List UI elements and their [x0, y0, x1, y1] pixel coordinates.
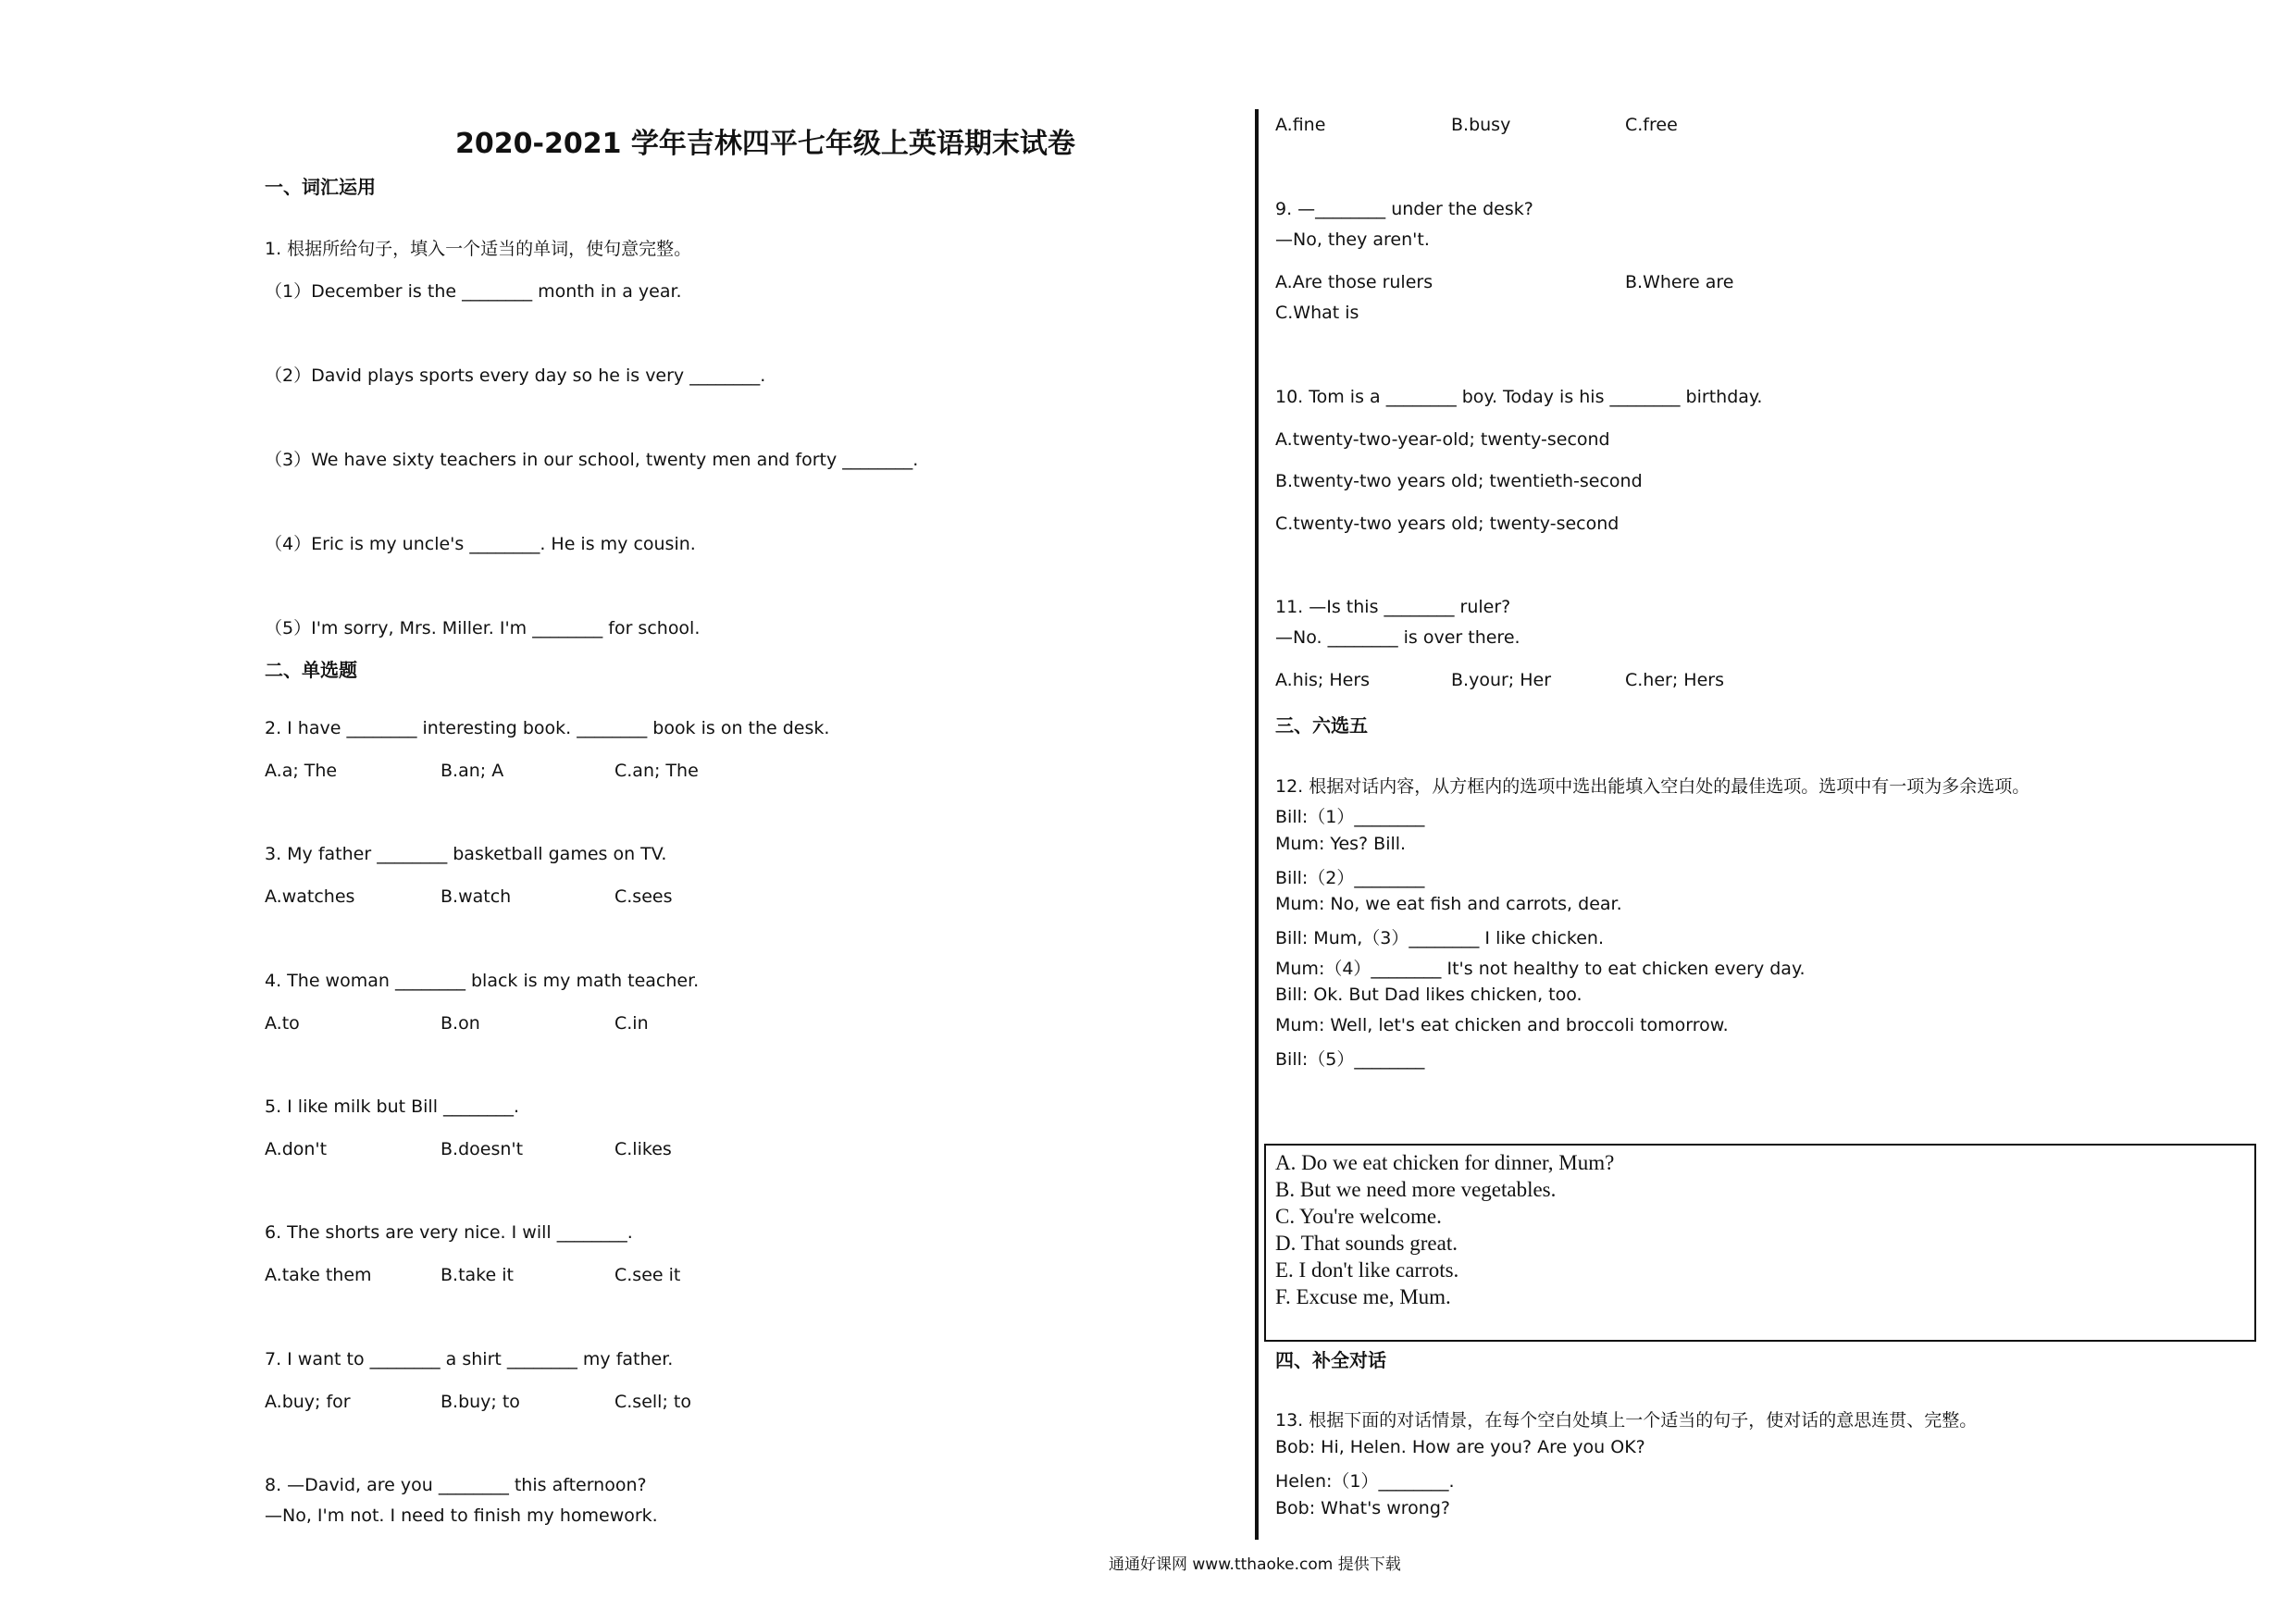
- q12-dialogue-line: Mum: Well, let's eat chicken and broccoli tomorrow.: [1275, 1015, 1729, 1035]
- page-title: 2020-2021 学年吉林四平七年级上英语期末试卷: [455, 128, 1075, 160]
- q12-dialogue-line: Mum: No, we eat fish and carrots, dear.: [1275, 894, 1622, 914]
- q6-option-c: C.see it: [614, 1265, 681, 1285]
- q8-option-c: C.free: [1625, 115, 1678, 135]
- q12-dialogue-line: Mum: Yes? Bill.: [1275, 834, 1407, 854]
- q12-dialogue-line: Bill:（5）________: [1275, 1049, 1425, 1070]
- q13-dialogue-line: Bob: What's wrong?: [1275, 1498, 1450, 1518]
- question-3: 3. My father ________ basketball games on TV.: [265, 844, 667, 864]
- q3-option-c: C.sees: [614, 886, 673, 907]
- q1-prompt: 1. 根据所给句子，填入一个适当的单词，使句意完整。: [265, 239, 692, 259]
- q8-option-b: B.busy: [1451, 115, 1511, 135]
- q1-item-5: （5）I'm sorry, Mrs. Miller. I'm ________ for school.: [265, 618, 701, 638]
- q12-dialogue-line: Bill:（2）________: [1275, 868, 1425, 888]
- q6-option-b: B.take it: [441, 1265, 514, 1285]
- q4-option-a: A.to: [265, 1013, 300, 1034]
- q11-option-b: B.your; Her: [1451, 670, 1552, 690]
- section-heading-vocabulary: 一、词汇运用: [265, 176, 376, 198]
- q13-dialogue-line: Helen:（1）________.: [1275, 1471, 1455, 1492]
- q1-item-3: （3）We have sixty teachers in our school, twenty men and forty ________.: [265, 450, 919, 470]
- question-9-line-2: —No, they aren't.: [1275, 229, 1430, 250]
- q2-option-c: C.an; The: [614, 761, 699, 781]
- q7-option-a: A.buy; for: [265, 1392, 351, 1412]
- q7-option-c: C.sell; to: [614, 1392, 691, 1412]
- q12-dialogue-line: Bill: Ok. But Dad likes chicken, too.: [1275, 985, 1582, 1005]
- q2-option-a: A.a; The: [265, 761, 338, 781]
- question-6: 6. The shorts are very nice. I will ________.: [265, 1222, 633, 1243]
- q8-option-a: A.fine: [1275, 115, 1326, 135]
- q5-option-b: B.doesn't: [441, 1139, 524, 1159]
- q12-dialogue-line: Mum:（4）________ It's not healthy to eat chicken every day.: [1275, 959, 1806, 979]
- q9-option-a: A.Are those rulers: [1275, 272, 1433, 292]
- section-heading-single-choice: 二、单选题: [265, 659, 357, 681]
- q1-item-1: （1）December is the ________ month in a year.: [265, 281, 682, 302]
- q9-option-c: C.What is: [1275, 303, 1359, 323]
- q11-option-a: A.his; Hers: [1275, 670, 1371, 690]
- q12-box-option-f: F. Excuse me, Mum.: [1275, 1285, 1451, 1308]
- q4-option-b: B.on: [441, 1013, 480, 1034]
- q12-dialogue-line: Bill: Mum,（3）________ I like chicken.: [1275, 928, 1604, 948]
- q12-box-option-c: C. You're welcome.: [1275, 1205, 1442, 1228]
- question-10: 10. Tom is a ________ boy. Today is his ________ birthday.: [1275, 387, 1763, 407]
- q1-item-2: （2）David plays sports every day so he is very ________.: [265, 365, 766, 386]
- q12-dialogue-line: Bill:（1）________: [1275, 807, 1425, 827]
- q5-option-c: C.likes: [614, 1139, 672, 1159]
- q12-prompt: 12. 根据对话内容，从方框内的选项中选出能填入空白处的最佳选项。选项中有一项为多余选项。: [1275, 776, 2030, 797]
- q4-option-c: C.in: [614, 1013, 649, 1034]
- q10-option-a: A.twenty-two-year-old; twenty-second: [1275, 429, 1610, 450]
- question-11-line-1: 11. —Is this ________ ruler?: [1275, 597, 1511, 617]
- q2-option-b: B.an; A: [441, 761, 504, 781]
- q12-options-box: [1264, 1144, 2256, 1342]
- q6-option-a: A.take them: [265, 1265, 372, 1285]
- question-9-line-1: 9. —________ under the desk?: [1275, 199, 1533, 219]
- question-8-line-1: 8. —David, are you ________ this afternoon?: [265, 1475, 647, 1495]
- q12-box-option-d: D. That sounds great.: [1275, 1232, 1458, 1255]
- section-heading-six-choose-five: 三、六选五: [1275, 714, 1368, 737]
- q7-option-b: B.buy; to: [441, 1392, 520, 1412]
- q13-dialogue-line: Bob: Hi, Helen. How are you? Are you OK?: [1275, 1437, 1645, 1457]
- q10-option-c: C.twenty-two years old; twenty-second: [1275, 514, 1620, 534]
- q10-option-b: B.twenty-two years old; twentieth-second: [1275, 471, 1643, 491]
- q1-item-4: （4）Eric is my uncle's ________. He is my cousin.: [265, 534, 696, 554]
- q13-prompt: 13. 根据下面的对话情景，在每个空白处填上一个适当的句子，使对话的意思连贯、完整。: [1275, 1410, 1978, 1431]
- q3-option-b: B.watch: [441, 886, 512, 907]
- q11-option-c: C.her; Hers: [1625, 670, 1724, 690]
- question-7: 7. I want to ________ a shirt ________ my father.: [265, 1349, 674, 1369]
- question-8-line-2: —No, I'm not. I need to finish my homework.: [265, 1505, 658, 1526]
- q12-box-option-b: B. But we need more vegetables.: [1275, 1178, 1557, 1201]
- question-2: 2. I have ________ interesting book. ________ book is on the desk.: [265, 718, 830, 738]
- q3-option-a: A.watches: [265, 886, 355, 907]
- question-5: 5. I like milk but Bill ________.: [265, 1096, 520, 1117]
- q12-box-option-e: E. I don't like carrots.: [1275, 1258, 1459, 1282]
- section-heading-dialogue-completion: 四、补全对话: [1275, 1349, 1386, 1371]
- footer-credit: 通通好课网 www.tthaoke.com 提供下载: [1109, 1555, 1401, 1574]
- column-divider: [1255, 109, 1259, 1540]
- question-11-line-2: —No. ________ is over there.: [1275, 627, 1520, 648]
- question-4: 4. The woman ________ black is my math teacher.: [265, 971, 700, 991]
- q5-option-a: A.don't: [265, 1139, 328, 1159]
- q9-option-b: B.Where are: [1625, 272, 1734, 292]
- q12-box-option-a: A. Do we eat chicken for dinner, Mum?: [1275, 1151, 1615, 1174]
